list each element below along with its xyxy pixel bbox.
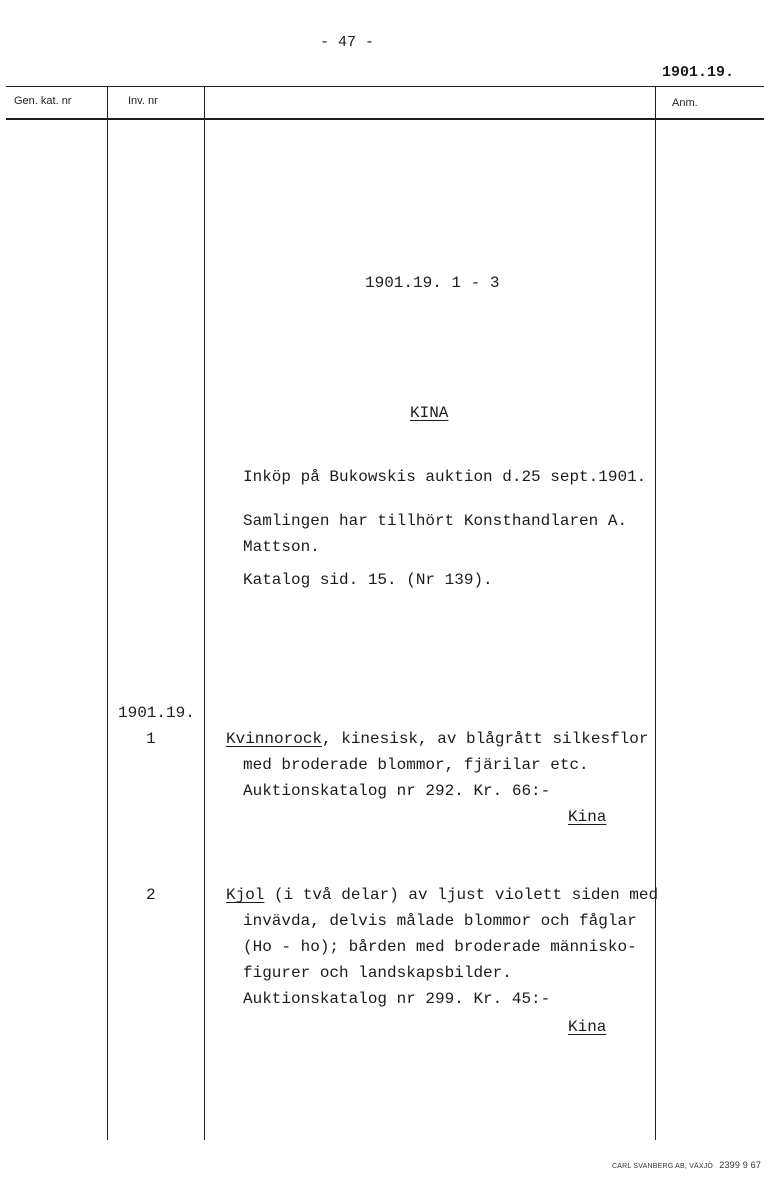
printer-imprint: [612, 1160, 761, 1170]
entry-title: Kjol: [226, 886, 265, 904]
header-bottom-rule: [6, 118, 764, 120]
entry-description-text: , kinesisk, av blågrått silkesflor: [322, 730, 649, 748]
column-header-inv-nr: Inv. nr: [128, 95, 158, 107]
header-code: 1901.19.: [662, 64, 735, 81]
section-heading: KINA: [410, 404, 449, 422]
entry-description-line: figurer och landskapsbilder.: [243, 964, 512, 982]
column-header-gen-kat-nr: Gen. kat. nr: [14, 95, 72, 107]
column-header-anm: Anm.: [672, 97, 698, 109]
column-divider-gen-inv: [107, 87, 108, 1140]
catalog-reference: Katalog sid. 15. (Nr 139).: [243, 571, 493, 589]
entry-auction-reference: Auktionskatalog nr 292. Kr. 66:-: [243, 782, 551, 800]
entry-inv-number: 1: [146, 730, 156, 748]
entry-description-line: [226, 726, 648, 752]
entry-auction-reference: Auktionskatalog nr 299. Kr. 45:-: [243, 990, 551, 1008]
entry-description-line: [226, 882, 658, 908]
entry-description-line: invävda, delvis målade blommor och fåglar: [243, 912, 637, 930]
printer-name: CARL SVANBERG AB, VÄXJÖ: [612, 1163, 714, 1170]
entry-title: Kvinnorock: [226, 730, 323, 748]
entry-inv-number: 2: [146, 886, 156, 904]
form-number: 2399 9 67: [719, 1160, 762, 1170]
column-divider-inv-desc: [204, 87, 205, 1140]
page-number: - 47 -: [320, 34, 375, 51]
entry-origin: Kina: [568, 808, 607, 826]
collection-range: 1901.19. 1 - 3: [365, 274, 500, 292]
collection-note-line-1: Samlingen har tillhört Konsthandlaren A.: [243, 512, 628, 530]
entry-inv-prefix: 1901.19.: [118, 704, 195, 722]
entry-description-line: med broderade blommor, fjärilar etc.: [243, 756, 589, 774]
entry-origin: Kina: [568, 1018, 607, 1036]
entry-description-text: (i två delar) av ljust violett siden med: [264, 886, 659, 904]
collection-note-line-2: Mattson.: [243, 538, 320, 556]
purchase-note: Inköp på Bukowskis auktion d.25 sept.1901.: [243, 468, 647, 486]
header-top-rule: [6, 86, 764, 87]
entry-description-line: (Ho - ho); bården med broderade människo-: [243, 938, 637, 956]
column-divider-desc-anm: [655, 87, 656, 1140]
